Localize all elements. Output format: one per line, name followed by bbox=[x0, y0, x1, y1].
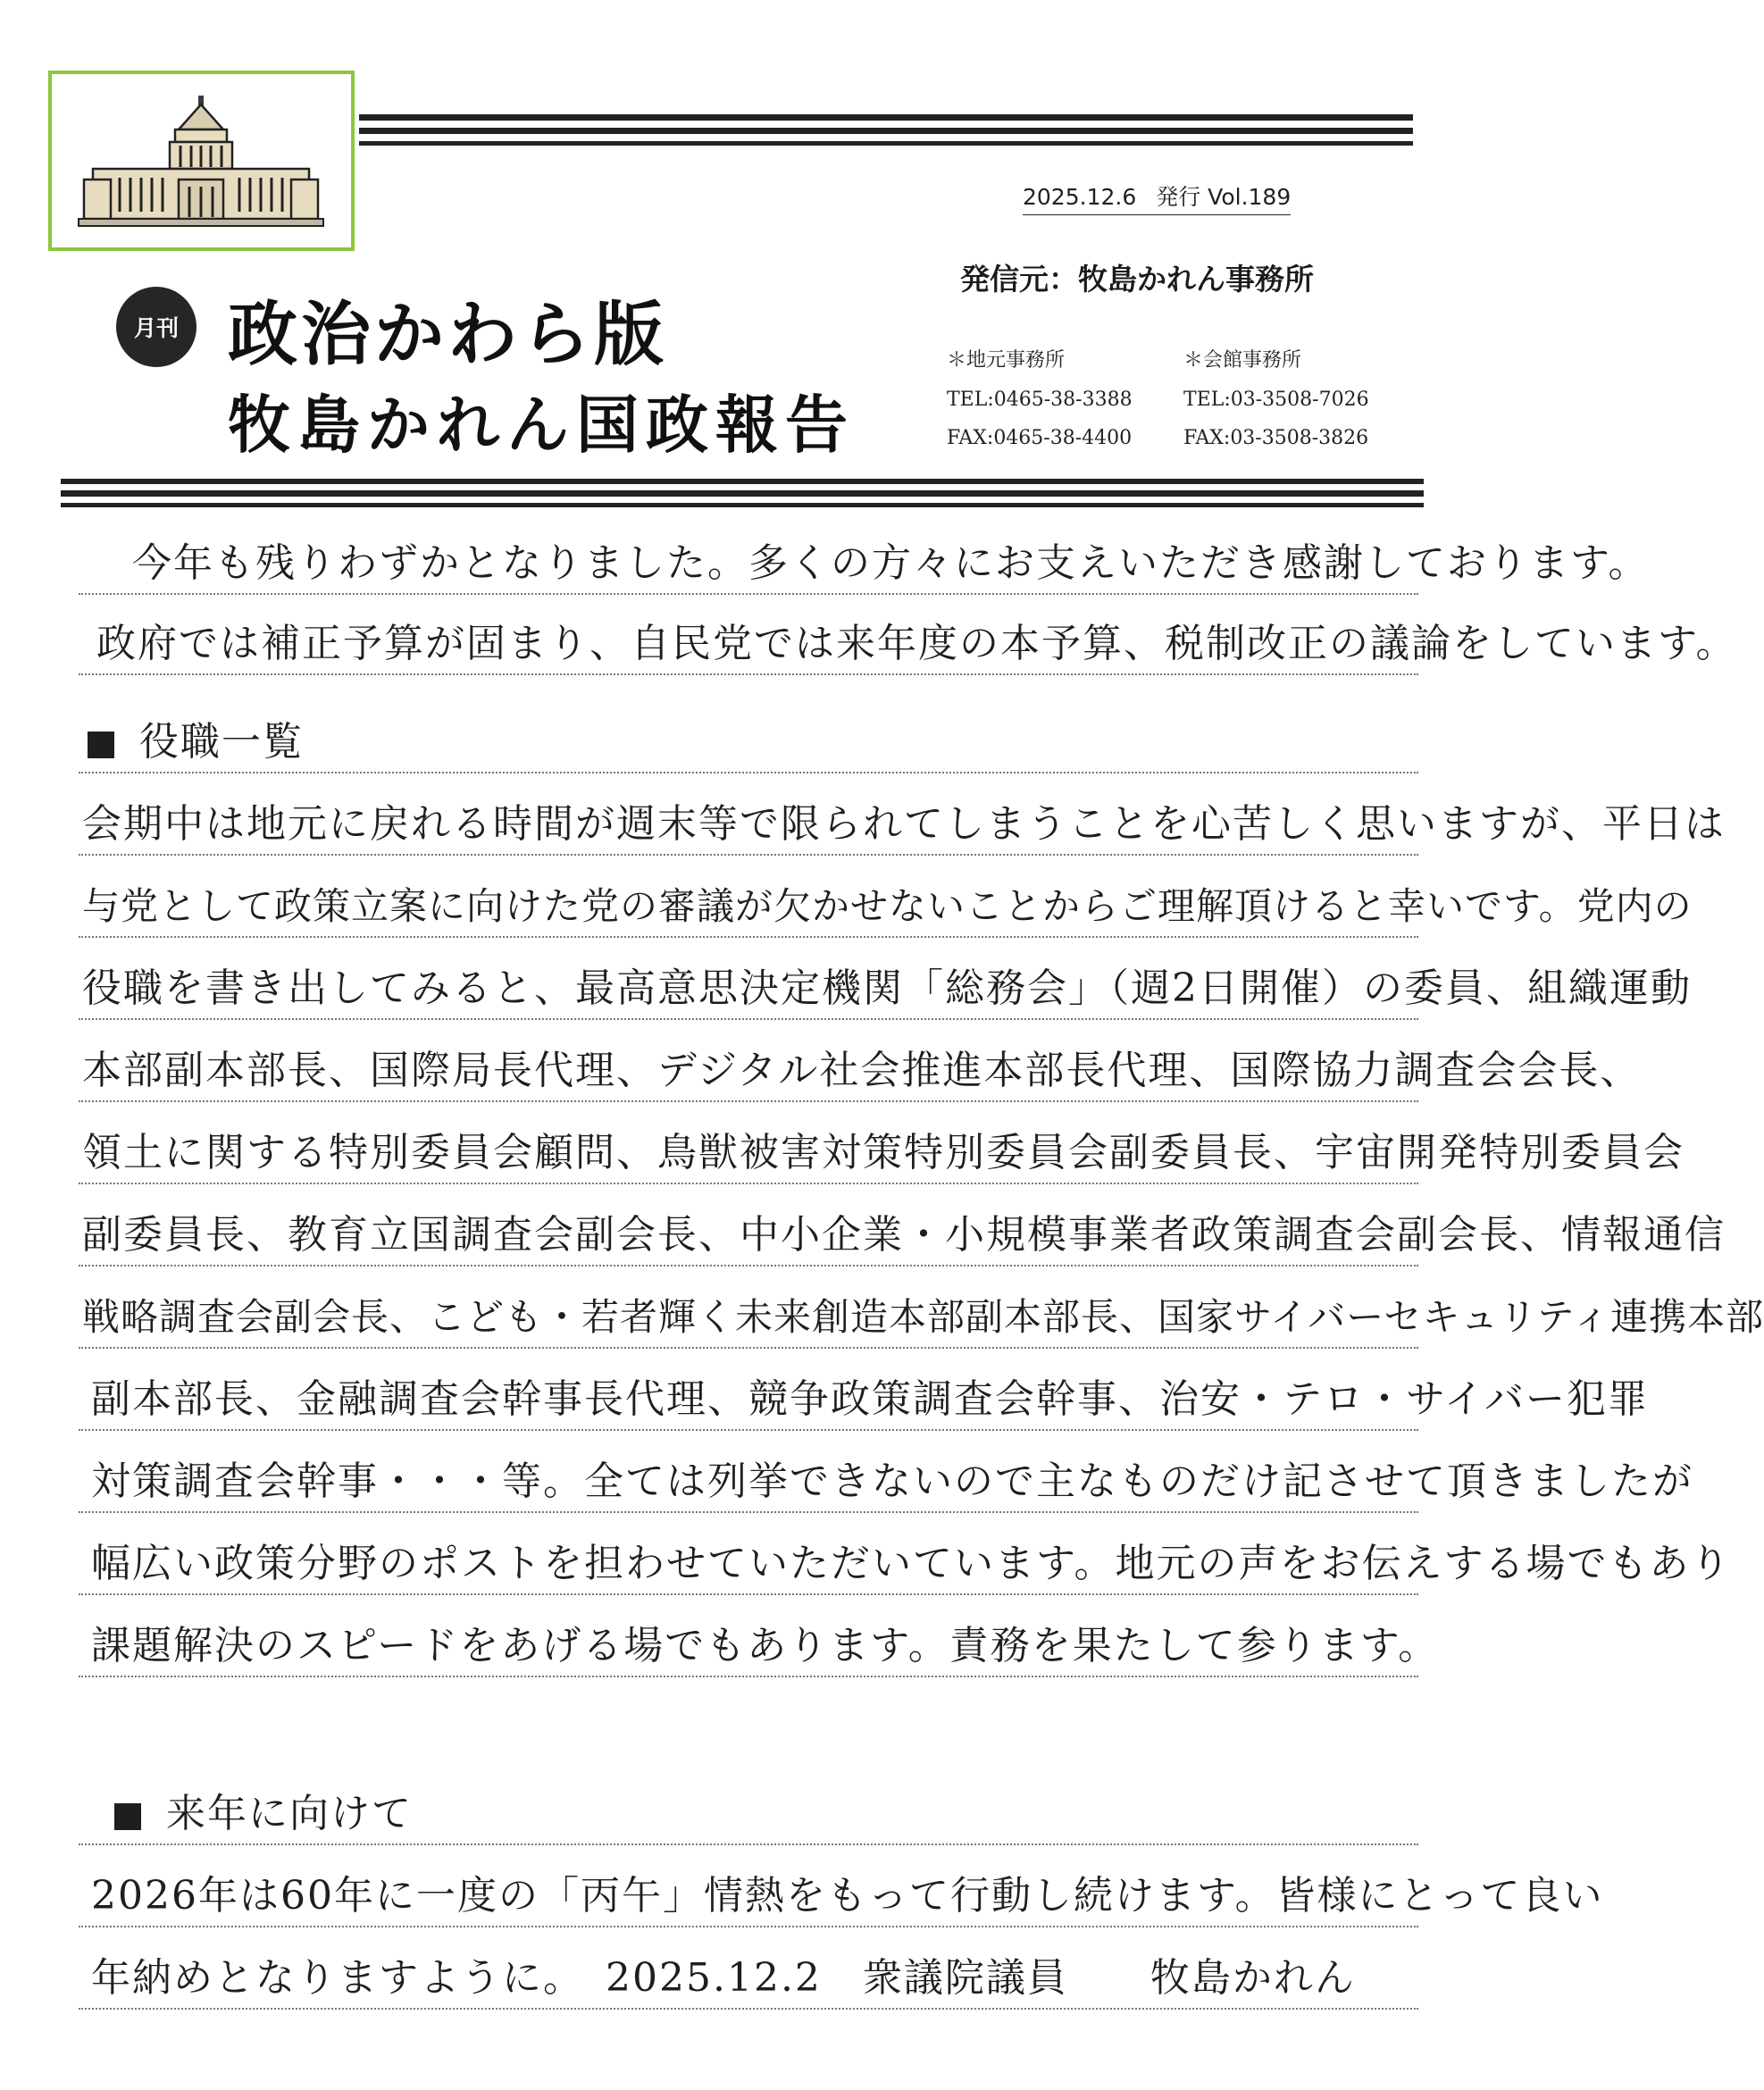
body-line bbox=[79, 1350, 1650, 1431]
office-local-tel: TEL:0465-38-3388 bbox=[947, 389, 1133, 411]
sender: 発信元：牧島かれん事務所 bbox=[960, 262, 1314, 297]
body-text: 政府では補正予算が固まり、自民党では来年度の本予算、税制改正の議論をしています。 bbox=[96, 621, 1737, 666]
logo-box bbox=[48, 71, 355, 251]
body-line bbox=[79, 1104, 1685, 1184]
office-local-name: ＊地元事務所 bbox=[947, 349, 1066, 372]
office-hall bbox=[1183, 345, 1369, 465]
body-text: 今年も残りわずかとなりました。多くの方々にお支えいただき感謝しております。 bbox=[132, 540, 1650, 586]
monthly-badge: 月刊 bbox=[116, 287, 196, 367]
body-line bbox=[79, 1515, 1732, 1595]
issue-info bbox=[1023, 180, 1291, 215]
body-text: 幅広い政策分野のポストを担わせていただいています。地元の声をお伝えする場でもあり bbox=[91, 1541, 1732, 1586]
body-text: 役職を書き出してみると、最高意思決定機関「総務会」（週2日開催）の委員、組織運動 bbox=[82, 966, 1692, 1011]
body-line bbox=[79, 1929, 1418, 2010]
body-text: 与党として政策立案に向けた党の審議が欠かせないことからご理解頂けると幸いです。党内の bbox=[82, 884, 1693, 928]
newsletter-title: 政治かわら版 bbox=[228, 295, 668, 375]
body-line bbox=[79, 1433, 1693, 1513]
section-heading-line bbox=[79, 1765, 1418, 1845]
body-line bbox=[79, 1847, 1604, 1927]
square-bullet-icon bbox=[114, 1803, 141, 1830]
title-rule bbox=[61, 490, 1424, 497]
header-rule bbox=[359, 114, 1413, 121]
body-text: 課題解決のスピードをあげる場でもあります。責務を果たして参ります。 bbox=[91, 1623, 1440, 1668]
body-line bbox=[79, 1597, 1440, 1677]
office-hall-tel: TEL:03-3508-7026 bbox=[1183, 389, 1369, 411]
section-heading-text: 来年に向けて bbox=[166, 1791, 413, 1836]
issue-date: 2025.12.6 bbox=[1023, 184, 1137, 210]
body-text: 会期中は地元に戻れる時間が週末等で限られてしまうことを心苦しく思いますが、平日は bbox=[82, 801, 1726, 847]
square-bullet-icon bbox=[88, 732, 114, 758]
body-text: 戦略調査会副会長、こども・若者輝く未来創造本部副本部長、国家サイバーセキュリティ連携本部 bbox=[82, 1295, 1764, 1339]
body-text: 対策調査会幹事・・・等。全ては列挙できないので主なものだけ記させて頂きましたが bbox=[91, 1459, 1693, 1504]
body-text: 副本部長、金融調査会幹事長代理、競争政策調査会幹事、治安・テロ・サイバー犯罪 bbox=[91, 1376, 1650, 1422]
section-heading bbox=[88, 709, 304, 766]
section-heading-line bbox=[79, 693, 1418, 773]
body-line bbox=[79, 1268, 1764, 1349]
body-line bbox=[79, 940, 1692, 1020]
office-hall-fax: FAX:03-3508-3826 bbox=[1183, 427, 1369, 449]
issue-volume: 発行 Vol.189 bbox=[1156, 184, 1292, 210]
body-line bbox=[79, 1186, 1726, 1267]
header-rule bbox=[359, 141, 1413, 146]
body-text: 2026年は60年に一度の「丙午」情熱をもって行動し続けます。皆様にとって良い bbox=[91, 1873, 1604, 1919]
header-rule bbox=[359, 128, 1413, 134]
body-line bbox=[79, 595, 1737, 675]
body-line bbox=[79, 775, 1726, 856]
title-rule bbox=[61, 503, 1424, 507]
diet-building-icon bbox=[79, 94, 329, 237]
section-heading-text: 役職一覧 bbox=[139, 719, 304, 765]
body-text: 副委員長、教育立国調査会副会長、中小企業・小規模事業者政策調査会副会長、情報通信 bbox=[82, 1212, 1726, 1258]
title-rule bbox=[61, 479, 1424, 484]
body-text: 年納めとなりますように。 2025.12.2 衆議院議員 牧島かれん bbox=[91, 1955, 1356, 2001]
office-local bbox=[947, 345, 1133, 465]
newsletter-subtitle: 牧島かれん国政報告 bbox=[228, 389, 855, 462]
body-line bbox=[79, 514, 1650, 595]
office-local-fax: FAX:0465-38-4400 bbox=[947, 427, 1133, 449]
section-heading bbox=[114, 1781, 413, 1838]
body-line bbox=[79, 857, 1693, 938]
body-text: 領土に関する特別委員会顧問、鳥獣被害対策特別委員会副委員長、宇宙開発特別委員会 bbox=[82, 1130, 1685, 1175]
body-line bbox=[79, 1022, 1642, 1102]
office-hall-name: ＊会館事務所 bbox=[1183, 349, 1302, 372]
body-text: 本部副本部長、国際局長代理、デジタル社会推進本部長代理、国際協力調査会会長、 bbox=[82, 1048, 1642, 1093]
